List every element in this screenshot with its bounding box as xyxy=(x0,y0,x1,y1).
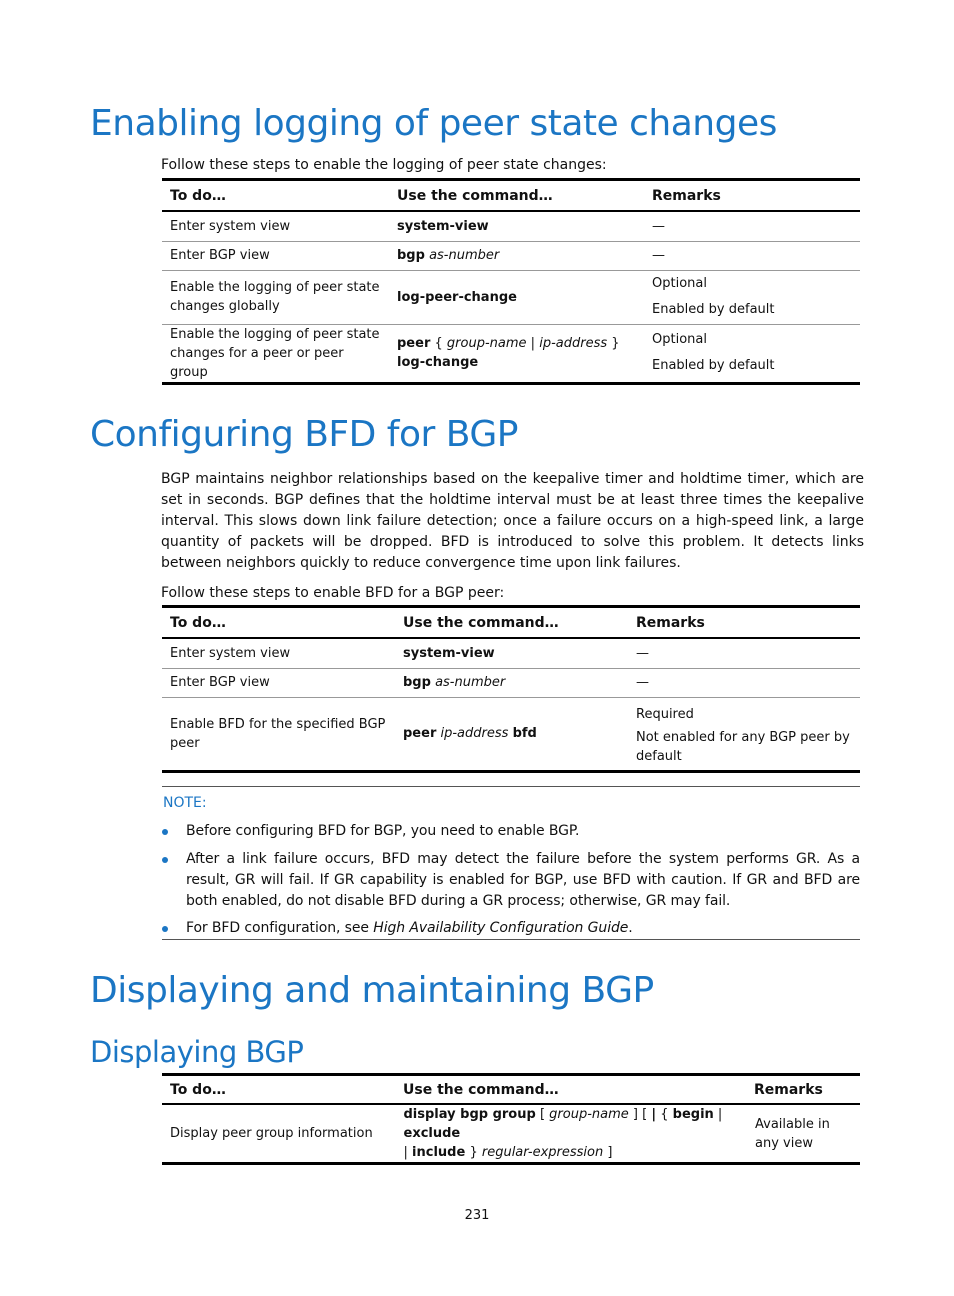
guide-reference: High Availability Configuration Guide xyxy=(373,920,629,936)
cmd-separator: | xyxy=(717,1107,723,1122)
header-todo: To do… xyxy=(162,180,389,212)
command-table-display xyxy=(162,1073,860,1165)
remark-line: Optional xyxy=(652,332,707,347)
cell-todo: Display peer group information xyxy=(170,1126,373,1141)
header-todo: To do… xyxy=(162,1075,395,1105)
header-remarks: Remarks xyxy=(628,607,860,639)
cell-command xyxy=(389,324,644,383)
cell-todo: Enable the logging of peer state changes globally xyxy=(162,270,389,324)
table-row xyxy=(162,211,860,241)
table-header-row xyxy=(162,1075,860,1105)
cmd-brace: } xyxy=(469,1145,478,1160)
cmd-argument: ip-address xyxy=(539,336,608,351)
cmd-pipe: | xyxy=(651,1107,657,1122)
bfd-description: BGP maintains neighbor relationships based on the keepalive timer and holdtime timer, which are set in seconds. BGP defines that the holdtime interval must be at least three times the keepalive interval. This slows down link failure detection; once a failure occurs on a high-speed link, a large quantity of packets will be dropped. BFD is introduced to solve this problem. It detects links between neighbors quickly to reduce convergence time upon link failures. xyxy=(161,471,864,571)
header-remarks: Remarks xyxy=(746,1075,860,1105)
remark-line: Not enabled for any BGP peer by default xyxy=(636,729,850,764)
cmd-argument: as-number xyxy=(429,248,500,263)
table-row xyxy=(162,270,860,324)
cmd-argument: group-name xyxy=(549,1107,629,1122)
cmd-separator: | xyxy=(530,336,536,351)
cell-command xyxy=(395,1104,746,1164)
remark-line: Enabled by default xyxy=(652,358,775,373)
cmd-keyword: display bgp group xyxy=(403,1107,536,1122)
table-header-row xyxy=(162,180,860,212)
section-title-bfd: Configuring BFD for BGP xyxy=(90,414,518,455)
cmd-keyword: bgp xyxy=(397,248,425,263)
cell-remarks xyxy=(644,324,860,383)
cmd-argument: group-name xyxy=(446,336,527,351)
command-table-peer-logging xyxy=(162,178,860,385)
cell-remarks xyxy=(644,270,860,324)
note-text: . xyxy=(628,920,633,936)
cell-command xyxy=(395,668,628,697)
subsection-title-displaying-bgp: Displaying BGP xyxy=(90,1035,304,1069)
cell-command: system-view xyxy=(395,638,628,668)
note-text: For BFD configuration, see xyxy=(186,920,374,936)
note-item: After a link failure occurs, BFD may detect the failure before the system performs GR. As a result, GR will fail. If GR capability is enabled for BGP, use BFD with caution. If GR and BFD are both enabled, do not disable BFD during a GR process; otherwise, GR may fail. xyxy=(186,851,860,909)
cell-todo: Enter system view xyxy=(162,211,389,241)
cell-command: system-view xyxy=(389,211,644,241)
cell-remarks: — xyxy=(644,241,860,270)
table-row xyxy=(162,668,860,697)
remark-line: Enabled by default xyxy=(652,302,775,317)
section-title-displaying-maintaining: Displaying and maintaining BGP xyxy=(90,970,654,1011)
cell-todo: Enter BGP view xyxy=(162,668,395,697)
cell-todo: Enter system view xyxy=(162,638,395,668)
table-header-row xyxy=(162,607,860,639)
cmd-keyword: log-change xyxy=(397,355,479,370)
cell-todo: Enable BFD for the specified BGP peer xyxy=(170,716,386,751)
cmd-bracket: ] xyxy=(607,1145,613,1160)
header-command: Use the command… xyxy=(389,180,644,212)
note-box xyxy=(162,786,860,940)
cmd-bracket: ] [ xyxy=(632,1107,648,1122)
cmd-argument: regular-expression xyxy=(481,1145,604,1160)
table-row xyxy=(162,324,860,383)
note-label: NOTE: xyxy=(163,795,207,811)
cell-todo: Enter BGP view xyxy=(162,241,389,270)
table-row xyxy=(162,1104,860,1164)
table-row xyxy=(162,241,860,270)
cmd-brace: { xyxy=(660,1107,669,1122)
cmd-argument: as-number xyxy=(435,675,506,690)
cmd-keyword: include xyxy=(412,1145,466,1160)
cmd-separator: | xyxy=(403,1145,408,1160)
cmd-brace: } xyxy=(611,336,620,351)
table-row xyxy=(162,638,860,668)
bullet-icon xyxy=(162,857,168,863)
remark-line: Required xyxy=(636,706,694,722)
command-table-bfd xyxy=(162,605,860,773)
cmd-argument: ip-address xyxy=(440,726,509,741)
page-number: 231 xyxy=(464,1208,490,1223)
cmd-bracket: [ xyxy=(539,1107,546,1122)
cmd-keyword: begin xyxy=(672,1107,714,1122)
cell-remarks: Available in any view xyxy=(755,1116,830,1151)
bullet-icon xyxy=(162,926,168,932)
header-command: Use the command… xyxy=(395,1075,746,1105)
cmd-keyword: peer xyxy=(403,726,437,741)
cell-remarks: — xyxy=(628,668,860,697)
cell-command xyxy=(395,697,628,771)
bullet-icon xyxy=(162,829,168,835)
header-command: Use the command… xyxy=(395,607,628,639)
section-intro: Follow these steps to enable BFD for a BGP peer: xyxy=(161,585,505,601)
cmd-keyword: exclude xyxy=(403,1126,461,1141)
cmd-keyword: bgp xyxy=(403,675,431,690)
cell-remarks: — xyxy=(628,638,860,668)
section-intro: Follow these steps to enable the logging of peer state changes: xyxy=(161,157,607,173)
cell-remarks xyxy=(628,697,860,771)
cell-command: log-peer-change xyxy=(389,270,644,324)
remark-line: Optional xyxy=(652,276,707,291)
table-row xyxy=(162,697,860,771)
cell-remarks: — xyxy=(644,211,860,241)
cell-command xyxy=(389,241,644,270)
note-item xyxy=(186,918,860,939)
cmd-brace: { xyxy=(434,336,443,351)
note-item: Before configuring BFD for BGP, you need to enable BGP. xyxy=(186,823,580,839)
cmd-keyword: peer xyxy=(397,336,431,351)
section-title-peer-logging: Enabling logging of peer state changes xyxy=(90,103,777,144)
header-todo: To do… xyxy=(162,607,395,639)
cmd-keyword: bfd xyxy=(512,726,537,741)
header-remarks: Remarks xyxy=(644,180,860,212)
cell-todo: Enable the logging of peer state changes for a peer or peer group xyxy=(170,326,380,380)
